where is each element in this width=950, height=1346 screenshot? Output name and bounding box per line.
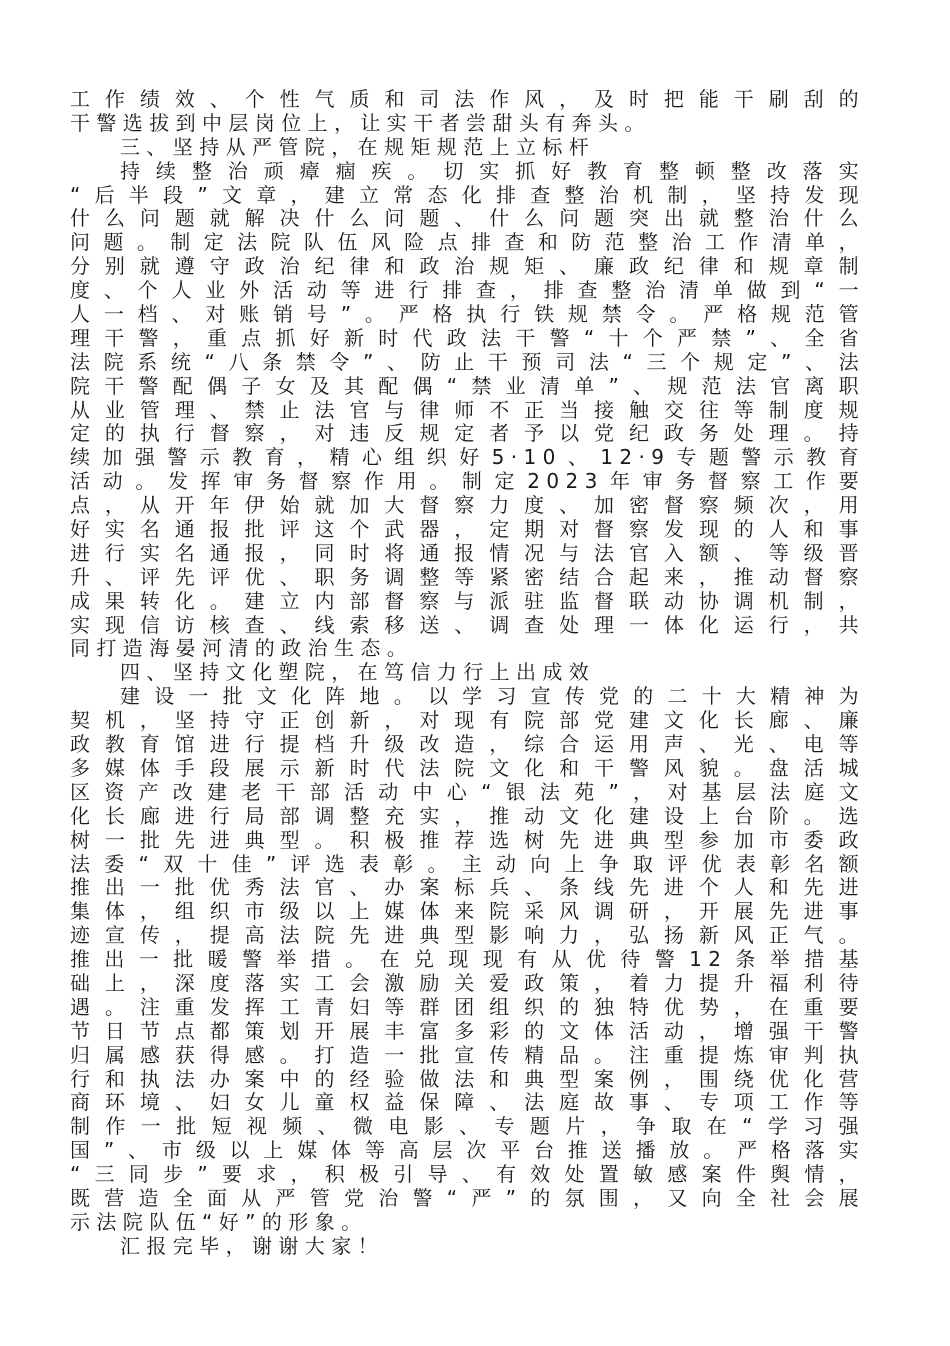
- text-line: 好实名通报批评这个武器，定期对督察发现的人和事: [70, 518, 865, 542]
- text-line: 定的执行督察，对违反规定者予以党纪政务处理。持: [70, 422, 865, 446]
- text-line: 从业管理、禁止法官与律师不正当接触交往等制度规: [70, 398, 865, 422]
- text-line: 进行实名通报，同时将通报情况与法官入额、等级晋: [70, 541, 865, 565]
- text-line: 商环境、妇女儿童权益保障、法庭故事、专项工作等: [70, 1091, 865, 1115]
- text-line: 干警选拔到中层岗位上，让实干者尝甜头有奔头。: [70, 110, 651, 135]
- heading-line: 汇报完毕，谢谢大家！: [120, 1233, 384, 1258]
- text-line: 法院系统“八条禁令”、防止干预司法“三个规定”、法: [70, 350, 865, 374]
- text-line: 节日节点都策划开展丰富多彩的文体活动，增强干警: [70, 1019, 865, 1043]
- text-line: 人一档、对账销号”。严格执行铁规禁令。严格规范管: [70, 303, 865, 327]
- text-line: 问题。制定法院队伍风险点排查和防范整治工作清单，: [70, 231, 865, 255]
- text-line: 升、评先评优、职务调整等紧密结合起来，推动督察: [70, 565, 865, 589]
- text-line: 续加强警示教育，精心组织好5·10、12·9专题警示教育: [70, 446, 865, 470]
- text-line: 归属感获得感。打造一批宣传精品。注重提炼审判执: [70, 1043, 865, 1067]
- text-line: 树一批先进典型。积极推荐选树先进典型参加市委政: [70, 828, 865, 852]
- text-line: 多媒体手段展示新时代法院文化和干警风貌。盘活城: [70, 756, 865, 780]
- text-line: 点，从开年伊始就加大督察力度、加密督察频次，用: [70, 494, 865, 518]
- text-line: “三同步”要求，积极引导、有效处置敏感案件舆情，: [70, 1163, 865, 1187]
- document-body: [70, 88, 865, 1259]
- text-line: 政教育馆进行提档升级改造，综合运用声、光、电等: [70, 733, 865, 757]
- heading-line: 四、坚持文化塑院，在笃信力行上出成效: [120, 660, 596, 685]
- text-line: 迹宣传，提高法院先进典型影响力，弘扬新风正气。: [70, 924, 865, 948]
- text-line: 分别就遵守政治纪律和政治规矩、廉政纪律和规章制: [70, 255, 865, 279]
- text-line: 遇。注重发挥工青妇等群团组织的独特优势，在重要: [70, 995, 865, 1019]
- text-line: 什么问题就解决什么问题、什么问题突出就整治什么: [70, 207, 865, 231]
- text-line: 集体，组织市级以上媒体来院采风调研，开展先进事: [70, 900, 865, 924]
- text-line: 行和执法办案中的经验做法和典型案例，围绕优化营: [70, 1067, 865, 1091]
- text-line: 推出一批暖警举措。在兑现现有从优待警12条举措基: [70, 948, 865, 972]
- text-line: 建设一批文化阵地。以学习宣传党的二十大精神为: [120, 685, 865, 709]
- text-line: 同打造海晏河清的政治生态。: [70, 636, 414, 661]
- heading-line: 三、坚持从严管院，在规矩规范上立标杆: [120, 134, 596, 159]
- text-line: 工作绩效、个性气质和司法作风，及时把能干刷刮的: [70, 88, 865, 111]
- text-line: 区资产改建老干部活动中心“银法苑”，对基层法庭文: [70, 780, 865, 804]
- text-line: 础上，深度落实工会激励关爱政策，着力提升福利待: [70, 971, 865, 995]
- text-line: 示法院队伍“好”的形象。: [70, 1209, 368, 1234]
- text-line: 院干警配偶子女及其配偶“禁业清单”、规范法官离职: [70, 374, 865, 398]
- text-line: 既营造全面从严管党治警“严”的氛围，又向全社会展: [70, 1186, 865, 1210]
- text-line: 理干警，重点抓好新时代政法干警“十个严禁”、全省: [70, 326, 865, 350]
- text-line: 活动。发挥审务督察作用。制定2023年审务督察工作要: [70, 470, 865, 494]
- text-line: 实现信访核查、线索移送、调查处理一体化运行，共: [70, 613, 865, 637]
- text-line: 国”、市级以上媒体等高层次平台推送播放。严格落实: [70, 1139, 865, 1163]
- text-line: 契机，坚持守正创新，对现有院部党建文化长廊、廉: [70, 709, 865, 733]
- text-line: 制作一批短视频、微电影、专题片，争取在“学习强: [70, 1115, 865, 1139]
- text-line: “后半段”文章，建立常态化排查整治机制，坚持发现: [70, 183, 865, 207]
- text-line: 化长廊进行局部调整充实，推动文化建设上台阶。选: [70, 804, 865, 828]
- text-line: 度、个人业外活动等进行排查，排查整治清单做到“一: [70, 279, 865, 303]
- text-line: 法委“双十佳”评选表彰。主动向上争取评优表彰名额: [70, 852, 865, 876]
- text-line: 成果转化。建立内部督察与派驻监督联动协调机制，: [70, 589, 865, 613]
- text-line: 推出一批优秀法官、办案标兵、条线先进个人和先进: [70, 876, 865, 900]
- text-line: 持续整治顽瘴痼疾。切实抓好教育整顿整改落实: [120, 159, 865, 183]
